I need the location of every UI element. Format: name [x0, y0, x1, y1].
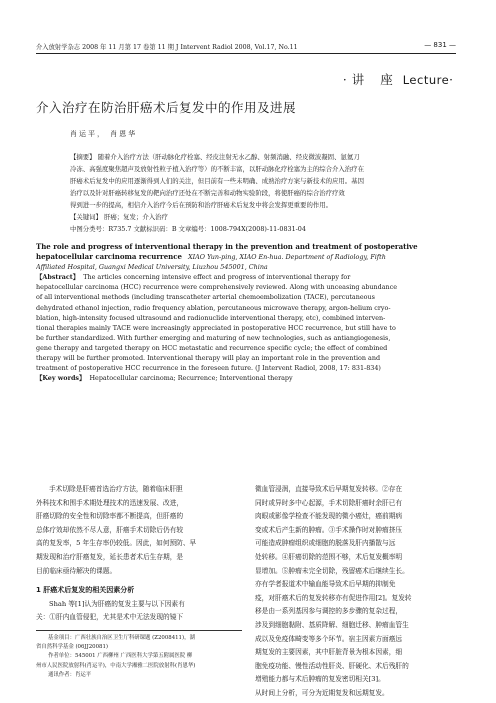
- abstract-zh-line: 【摘要】 随着介入治疗方法（肝动脉化疗栓塞、经皮注射无水乙醇、射频消融、经皮微波凝固、氩氦刀: [70, 153, 360, 161]
- body-line: 关：①肝内血管侵犯，尤其是术中无法发现的镜下: [36, 613, 184, 622]
- body-line: 总体疗效却依然不尽人意，肝癌手术切除后仍有较: [36, 525, 184, 534]
- body-line: 同时或异时多中心起源，手术切除肝癌时余肝已有: [255, 498, 403, 507]
- article-title: 介入治疗在防治肝癌术后复发中的作用及进展: [36, 100, 297, 115]
- body-column-right: [255, 483, 461, 701]
- body-line: 期复发的主要因素，其中肝脏背景为根本因素，细: [255, 648, 403, 657]
- journal-citation: 介入放射学杂志 2008 年 11 月第 17 卷第 11 期 J Intervent Radiol 2008, Vol.17, No.11: [36, 44, 298, 51]
- english-title-continued: hepatocellular carcinoma recurrence: [36, 252, 182, 262]
- running-header: [36, 40, 456, 54]
- abstract-en-line: treatment of postoperative HCC recurrence in the foreseen future. (J Intervent Radiol, 2008, 17: 831-834): [36, 364, 381, 373]
- body-line: 从时间上分析，可分为近期复发和远期复发。: [255, 688, 389, 697]
- abstract-en-line: The articles concerning intensive effect and progress of interventional therapy for: [83, 273, 351, 282]
- keywords-en: Hepatocellular carcinoma; Recurrence; Interventional therapy: [89, 374, 293, 383]
- footnote-line: 作者单位：545001 广西柳州 广西医科大学第五附属医院 柳: [48, 653, 193, 660]
- english-title: The role and progress of interventional therapy in the prevention and treatment of postoperative: [36, 242, 418, 251]
- column-dot-left: ·: [342, 73, 348, 87]
- footnote-line: 通讯作者：肖运平: [48, 671, 92, 678]
- abstract-en-line: dehydrated ethanol injection, radio frequency ablation, percutaneous microwave therapy, argon-helium cryo-: [36, 303, 391, 312]
- column-label-en: Lecture: [402, 73, 450, 87]
- body-line: 移是由一系列基因参与调控的多步骤的复杂过程，: [255, 607, 403, 616]
- abstract-zh-line: 冷冻、高强度聚焦超声及放射性粒子植入治疗等）的不断丰富，以肝动脉化疗栓塞为主的综合介入治疗在: [70, 165, 364, 173]
- classification-codes: 中图分类号：R735.7 文献标识码：B 文章编号：1008-794X(2008)-11-0831-04: [70, 225, 306, 233]
- article-authors: 肖运平， 肖恩华: [70, 130, 138, 138]
- header-rule: [36, 53, 456, 54]
- body-line: 涉及到细胞黏附、基质降解、细胞迁移、肿瘤血管生: [255, 620, 409, 629]
- body-line: 处转移。④肝癌切除的范围不够，术后复发概率明: [255, 552, 403, 561]
- column-tag: [343, 70, 454, 88]
- body-line: 亦有学者报道术中输血能导致术后早期的抑制免: [255, 580, 396, 589]
- body-line: 成以及免疫体畸变等多个环节。宿主因素方面癌远: [255, 634, 403, 643]
- body-line: Shah 等[1]认为肝癌的复发主要与以下因素有: [49, 599, 185, 608]
- body-line: 变或术后产生新的肿瘤。③手术操作时对肿瘤挤压: [255, 525, 403, 534]
- english-abstract: [36, 242, 460, 383]
- english-authors: XIAO Yun-ping, XIAO En-hua. Department of Radiology, Fifth: [188, 253, 386, 262]
- body-line: 可能造成肿瘤组织或细胞的脱落及肝内播散与远: [255, 539, 396, 548]
- body-line: 疫，对肝癌术后的复发转移亦有促进作用[2]。复发转: [255, 593, 412, 602]
- abstract-en-line: of all interventional methods (including transcatheter arterial chemoembolization (TACE), percutaneous: [36, 293, 375, 302]
- page-number: — 831 —: [424, 41, 456, 49]
- abstract-en-line: be further standardized. With further emerging and maturing of new technologies, such as antiangiogenesis,: [36, 333, 391, 342]
- abstract-en-line: tional therapies mainly TACE were increasingly appreciated in postoperative HCC recurrence, but still have to: [36, 323, 396, 332]
- footnote: [36, 634, 246, 680]
- keywords-zh: 【关键词】 肝癌；复发；介入治疗: [70, 213, 168, 221]
- abstract-zh-line: 肝癌术后复发中的应用逐渐得到人们的关注，但目前有一些未明确、成熟治疗方案与新技术的应用。基因: [70, 177, 364, 185]
- body-line: 增殖能力都与术后肿瘤的复发密切相关[3]。: [255, 675, 385, 684]
- abstract-en-line: gene therapy and targeted therapy on HCC metastatic and recurrence specific cycle; the effect of combined: [36, 343, 388, 352]
- body-line: 肉眼或影像学检查不能发现的微小癌灶，癌前期病: [255, 512, 403, 521]
- body-line: 肝癌切除的安全性和切除率都不断提高，但肝癌的: [36, 512, 184, 521]
- body-line: 期发现和治疗肝癌复发，延长患者术后生存期，是: [36, 552, 184, 561]
- body-line: 外科技术和围手术期处理技术的迅速发展、改进，: [36, 498, 184, 507]
- column-label-zh: 讲 座: [351, 72, 399, 87]
- abstract-en-line: hepatocellular carcinoma (HCC) recurrence were comprehensively reviewed. Along with unceasing abundance: [36, 283, 398, 292]
- footnote-rule: [36, 630, 242, 631]
- abstract-zh-line: 治疗以及针对肝癌转移复发的靶向治疗还处在不断完善和动物实验阶段，将使肝癌的综合治疗疗效: [70, 189, 345, 197]
- body-line: 微血管浸润，直接导致术后早期复发转移。②存在: [255, 485, 403, 493]
- section-heading: 1 肝癌术后复发的相关因素分析: [36, 586, 135, 595]
- footnote-line: 州市人民医院放射科(肖运平)，中南大学湘雅二医院放射科(肖恩华): [36, 662, 196, 669]
- abstract-zh-line: 得到进一步的提高，相信介入治疗今后在预防和治疗肝癌术后复发中将会发挥更重要的作用。: [70, 201, 333, 209]
- keywords-label-en: 【Key words】: [36, 374, 86, 383]
- body-line: 目前临床亟待解决的课题。: [36, 566, 117, 575]
- column-dot-right: ·: [449, 73, 454, 87]
- footnote-line: 基金项目：广西壮族自治区卫生厅科研课题 (Z2008411)，湖: [48, 635, 195, 641]
- abstract-label-en: 【Abstract】: [36, 273, 80, 282]
- footnote-line: 省自然科学基金 (06JJ20081): [36, 644, 108, 651]
- chinese-abstract: [70, 151, 423, 235]
- body-line: 显增加。⑤肿瘤未完全切除，残留癌术后继续生长。: [255, 566, 409, 575]
- body-column-left: [36, 483, 242, 625]
- abstract-en-line: therapy will be further promoted. Interventional therapy will play an important role in the prevention and: [36, 354, 381, 363]
- abstract-en-line: blation, high-intensity focused ultrasound and radionuclide interventional therapy, etc), combined interven-: [36, 313, 386, 322]
- body-line: 胞免疫功能、慢性活动性肝炎、肝硬化、术后残肝的: [255, 661, 409, 670]
- body-line: 手术切除是肝癌首选治疗方法，随着临床肝胆: [49, 485, 183, 493]
- english-affiliation: Affiliated Hospital, Guangxi Medical University, Liuzhou 545001, China: [36, 263, 268, 272]
- body-line: 高的复发率，5 年生存率仍较低。因此，如何预防、早: [36, 539, 197, 548]
